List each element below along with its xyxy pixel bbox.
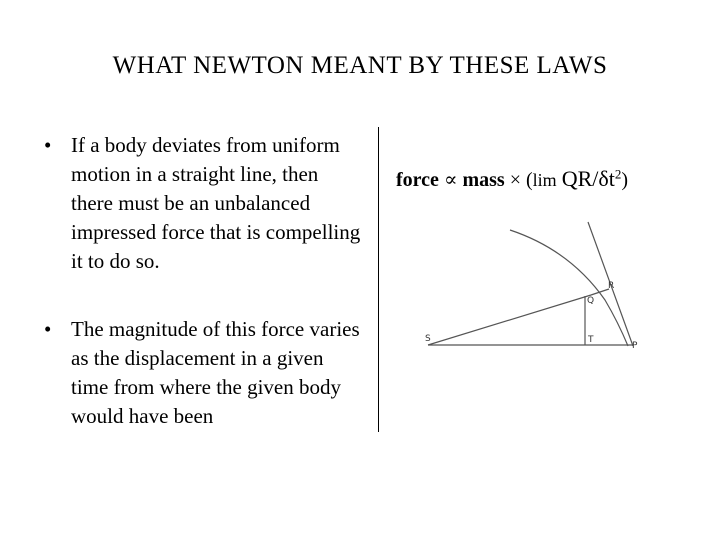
- label-s: S: [425, 334, 431, 344]
- slide-title: WHAT NEWTON MEANT BY THESE LAWS: [112, 52, 608, 79]
- bullet-text-deviation: If a body deviates from uniform motion in a straight line, then there must be an unbalanced impressed force that is compelling it to do so.: [71, 133, 361, 273]
- line-sq: [428, 295, 591, 345]
- bullet-text-magnitude: The magnitude of this force varies as the displacement in a given time from where the given body would have been: [71, 317, 360, 428]
- bullet-item-magnitude: [44, 315, 364, 431]
- orbit-diagram: [400, 200, 700, 370]
- formula-open-paren: (: [526, 169, 533, 191]
- label-r: R: [608, 281, 615, 291]
- column-divider: [378, 127, 379, 432]
- formula-lim: lim: [532, 170, 557, 190]
- bullet-list-top: [44, 131, 364, 276]
- formula-t: t: [608, 166, 615, 191]
- formula-delta: δ: [598, 166, 609, 191]
- force-formula: [396, 166, 628, 192]
- formula-qr: QR/: [561, 166, 599, 191]
- label-q: Q: [587, 296, 595, 306]
- formula-times-symbol: ×: [509, 169, 521, 191]
- bullet-item-deviation: [44, 131, 364, 276]
- formula-proportional-symbol: ∝: [443, 169, 458, 191]
- formula-force: force: [396, 169, 439, 191]
- label-p: P: [632, 341, 638, 351]
- formula-exponent: 2: [614, 166, 622, 182]
- bullet-list-bottom: [44, 315, 364, 431]
- bullet-point-icon: •: [44, 317, 52, 341]
- formula-mass: mass: [462, 169, 505, 191]
- formula-close-paren: ): [621, 169, 629, 191]
- label-t: T: [588, 335, 594, 345]
- bullet-point-icon: •: [44, 133, 52, 157]
- orbit-diagram-svg: [400, 200, 700, 370]
